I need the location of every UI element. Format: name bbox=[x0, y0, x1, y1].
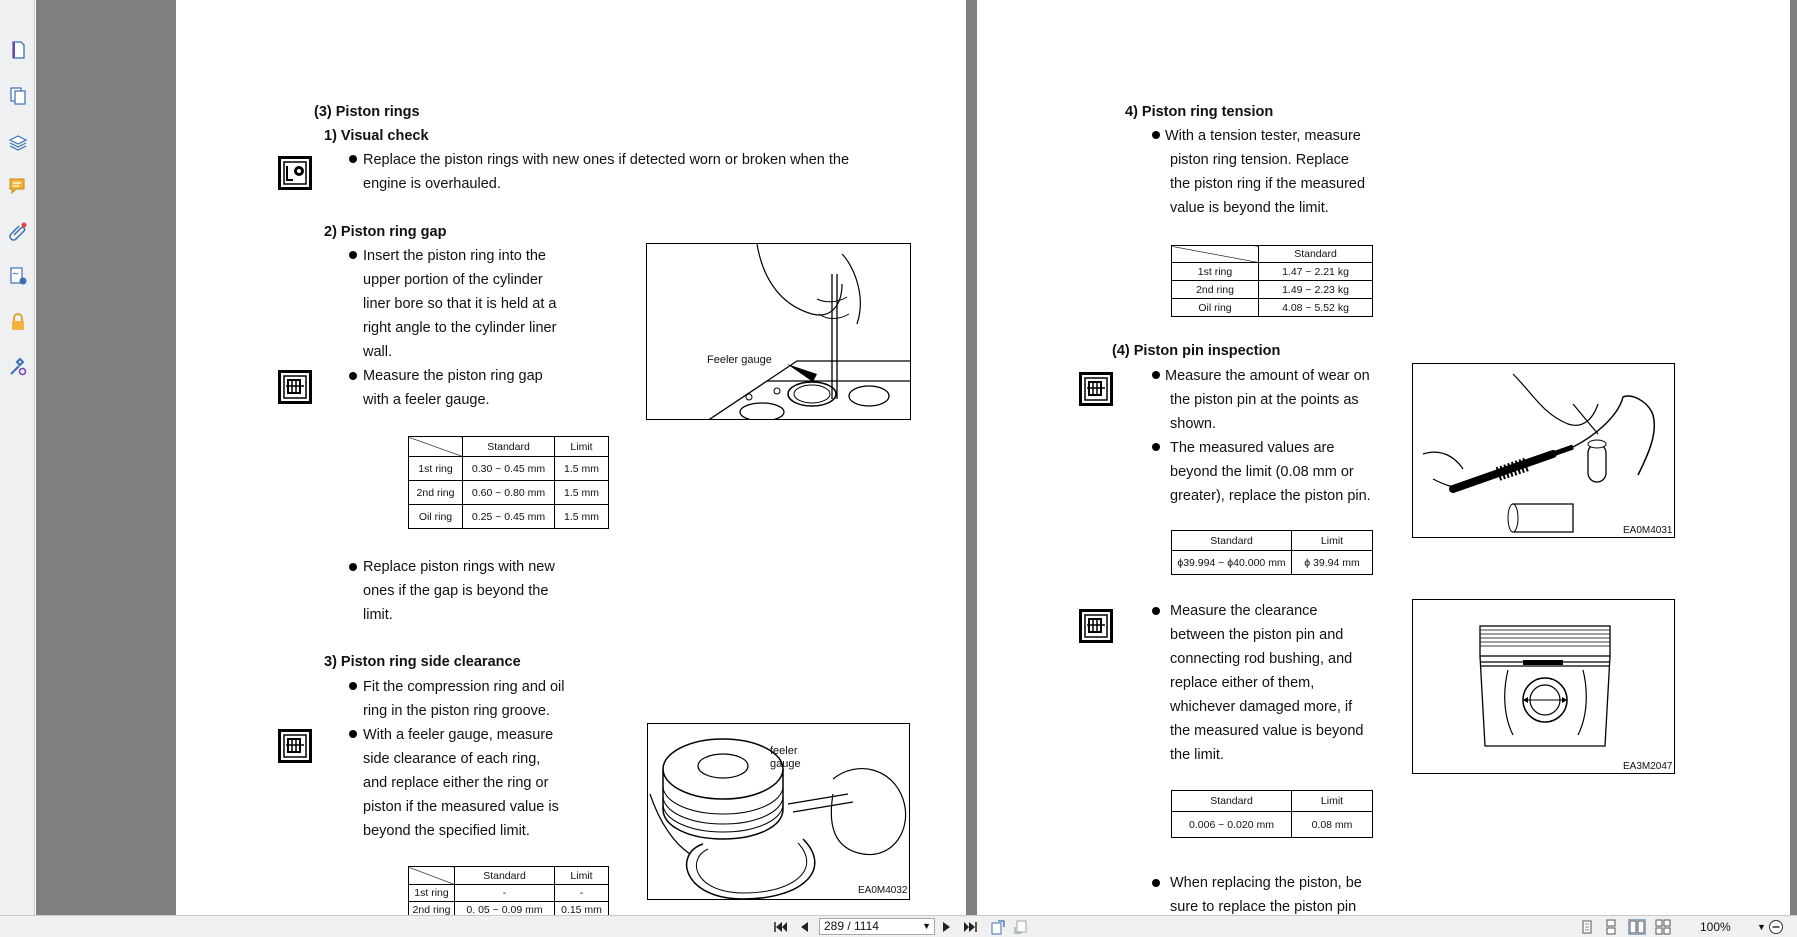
side-text-5: and replace either the ring or bbox=[363, 775, 549, 791]
tension-text-3: the piston ring if the measured bbox=[1170, 176, 1366, 192]
pin-text-5: beyond the limit (0.08 mm or bbox=[1170, 464, 1354, 480]
signatures-icon[interactable] bbox=[8, 266, 28, 286]
pin-text-4: The measured values are bbox=[1170, 440, 1335, 456]
table-cell: 1st ring bbox=[409, 457, 463, 481]
two-page-continuous-view-icon[interactable] bbox=[1655, 919, 1671, 935]
heading-ring-tension: 4) Piston ring tension bbox=[1125, 104, 1274, 120]
gap-text-5: wall. bbox=[363, 344, 393, 360]
document-viewer[interactable] bbox=[36, 0, 1797, 915]
figure-code: EA0M4032 bbox=[858, 885, 908, 896]
continuous-view-icon[interactable] bbox=[1604, 919, 1618, 935]
table-cell: 0.60 ~ 0.80 mm bbox=[463, 481, 555, 505]
visual-check-text-1: Replace the piston rings with new ones if detected worn or broken when the bbox=[363, 152, 850, 168]
table-header: Limit bbox=[555, 867, 609, 885]
section-title-piston-rings: (3) Piston rings bbox=[314, 104, 420, 120]
measurement-icon bbox=[1079, 609, 1113, 643]
table-cell: 0. 05 ~ 0.09 mm bbox=[455, 902, 555, 916]
table-corner-cell bbox=[409, 867, 455, 885]
gap-text-6: Measure the piston ring gap bbox=[363, 368, 543, 384]
zoom-dropdown-icon[interactable]: ▼ bbox=[1757, 922, 1766, 932]
table-cell: ϕ39.994 ~ ϕ40.000 mm bbox=[1172, 551, 1292, 575]
heading-side-clearance: 3) Piston ring side clearance bbox=[324, 654, 521, 670]
heading-visual-check: 1) Visual check bbox=[324, 128, 429, 144]
bullet bbox=[349, 563, 357, 571]
single-page-view-icon[interactable] bbox=[1580, 919, 1594, 935]
piston-pin-wear-table bbox=[1171, 530, 1373, 575]
comments-icon[interactable] bbox=[8, 176, 28, 196]
bullet bbox=[349, 730, 357, 738]
section-title-pin-inspection: (4) Piston pin inspection bbox=[1112, 343, 1281, 359]
table-cell: 1st ring bbox=[409, 885, 455, 902]
security-lock-icon[interactable] bbox=[8, 312, 28, 332]
measurement-icon bbox=[278, 370, 312, 404]
gap-text-2: upper portion of the cylinder bbox=[363, 272, 543, 288]
figure-code: EA3M2047 bbox=[1623, 761, 1673, 772]
gap-text-1: Insert the piston ring into the bbox=[363, 248, 546, 264]
pin-text-6: greater), replace the piston pin. bbox=[1170, 488, 1371, 504]
tension-text-4: value is beyond the limit. bbox=[1170, 200, 1329, 216]
side-text-4: side clearance of each ring, bbox=[363, 751, 541, 767]
table-corner-cell bbox=[1172, 246, 1259, 263]
gap-text-7: with a feeler gauge. bbox=[363, 392, 490, 408]
measurement-icon bbox=[278, 729, 312, 763]
feeler-gauge-illustration bbox=[646, 243, 911, 420]
bullet bbox=[1152, 607, 1160, 615]
first-page-icon[interactable] bbox=[772, 919, 788, 935]
table-cell: - bbox=[555, 885, 609, 902]
side-text-1: Fit the compression ring and oil bbox=[363, 679, 565, 695]
pin-text-7: Measure the clearance bbox=[1170, 603, 1318, 619]
table-cell: 1.47 ~ 2.21 kg bbox=[1259, 263, 1373, 281]
table-cell: 0.006 ~ 0.020 mm bbox=[1172, 812, 1292, 838]
attachments-icon[interactable] bbox=[8, 221, 28, 241]
table-header: Standard bbox=[463, 437, 555, 457]
page-number-input[interactable] bbox=[819, 918, 935, 935]
visual-check-text-2: engine is overhauled. bbox=[363, 176, 501, 192]
table-cell: 0.30 ~ 0.45 mm bbox=[463, 457, 555, 481]
side-text-7: beyond the specified limit. bbox=[363, 823, 530, 839]
side-clearance-illustration bbox=[647, 723, 910, 900]
page-indicator: 289 / 1114 bbox=[824, 919, 879, 933]
table-cell: 1.49 ~ 2.23 kg bbox=[1259, 281, 1373, 299]
pin-text-11: whichever damaged more, if bbox=[1170, 699, 1353, 715]
bullet bbox=[1152, 443, 1160, 451]
tools-icon[interactable] bbox=[8, 357, 28, 377]
figure-code: EA0M4031 bbox=[1623, 525, 1673, 536]
pin-text-15: sure to replace the piston pin bbox=[1170, 899, 1357, 915]
figure-label-feeler-gauge: Feeler gauge bbox=[707, 354, 772, 366]
last-page-icon[interactable] bbox=[963, 919, 979, 935]
table-corner-cell bbox=[409, 437, 463, 457]
table-cell: 2nd ring bbox=[1172, 281, 1259, 299]
heading-piston-ring-gap: 2) Piston ring gap bbox=[324, 224, 447, 240]
two-page-view-icon[interactable] bbox=[1628, 919, 1646, 935]
zoom-level[interactable]: 100% bbox=[1700, 920, 1731, 934]
table-header: Limit bbox=[1292, 791, 1373, 812]
table-header: Limit bbox=[1292, 531, 1373, 551]
ring-tension-table bbox=[1171, 245, 1373, 317]
previous-page-icon[interactable] bbox=[797, 919, 811, 935]
bullet bbox=[1152, 879, 1160, 887]
layers-icon[interactable] bbox=[8, 131, 28, 151]
pin-text-1: Measure the amount of wear on bbox=[1165, 368, 1370, 384]
pin-text-8: between the piston pin and bbox=[1170, 627, 1344, 643]
table-cell: 0.25 ~ 0.45 mm bbox=[463, 505, 555, 529]
navigation-sidebar bbox=[0, 0, 35, 915]
gap-text-3: liner bore so that it is held at a bbox=[363, 296, 557, 312]
pin-text-13: the limit. bbox=[1170, 747, 1224, 763]
gap-text-4: right angle to the cylinder liner bbox=[363, 320, 557, 336]
side-clearance-table bbox=[408, 866, 609, 915]
table-cell: 4.08 ~ 5.52 kg bbox=[1259, 299, 1373, 317]
next-view-icon[interactable] bbox=[1013, 919, 1029, 935]
chevron-down-icon[interactable]: ▼ bbox=[922, 921, 931, 931]
table-cell: 0.15 mm bbox=[555, 902, 609, 916]
pin-text-9: connecting rod bushing, and bbox=[1170, 651, 1353, 667]
side-text-2: ring in the piston ring groove. bbox=[363, 703, 550, 719]
gap-text-9: ones if the gap is beyond the bbox=[363, 583, 549, 599]
gap-text-8: Replace piston rings with new bbox=[363, 559, 555, 575]
pages-icon[interactable] bbox=[8, 86, 28, 106]
piston-cross-section-illustration bbox=[1412, 599, 1675, 774]
pin-text-3: shown. bbox=[1170, 416, 1216, 432]
pin-text-2: the piston pin at the points as bbox=[1170, 392, 1359, 408]
side-text-6: piston if the measured value is bbox=[363, 799, 559, 815]
table-cell: - bbox=[455, 885, 555, 902]
document-page-left bbox=[176, 0, 966, 915]
pin-text-14: When replacing the piston, be bbox=[1170, 875, 1362, 891]
table-header: Standard bbox=[1259, 246, 1373, 263]
tension-text-1: With a tension tester, measure bbox=[1165, 128, 1361, 144]
table-cell: 2nd ring bbox=[409, 902, 455, 916]
table-header: Standard bbox=[1172, 531, 1292, 551]
pin-text-12: the measured value is beyond bbox=[1170, 723, 1364, 739]
table-cell: 2nd ring bbox=[409, 481, 463, 505]
bottom-toolbar bbox=[0, 915, 1797, 937]
figure-label-gauge: gauge bbox=[770, 758, 801, 770]
table-cell: 1.5 mm bbox=[555, 457, 609, 481]
table-cell: ϕ 39.94 mm bbox=[1292, 551, 1373, 575]
bullet bbox=[349, 682, 357, 690]
bullet bbox=[1152, 131, 1160, 139]
figure-label-feeler: feeler bbox=[770, 745, 798, 757]
zoom-out-icon[interactable] bbox=[1768, 919, 1784, 935]
page-thumbnail-icon[interactable] bbox=[8, 40, 28, 60]
piston-pin-micrometer-illustration bbox=[1412, 363, 1675, 538]
bullet bbox=[349, 372, 357, 380]
table-cell: 0.08 mm bbox=[1292, 812, 1373, 838]
measurement-icon bbox=[1079, 372, 1113, 406]
bullet bbox=[349, 251, 357, 259]
gap-text-10: limit. bbox=[363, 607, 393, 623]
table-cell: 1.5 mm bbox=[555, 505, 609, 529]
piston-ring-gap-table bbox=[408, 436, 609, 529]
visual-inspection-icon bbox=[278, 156, 312, 190]
table-cell: Oil ring bbox=[409, 505, 463, 529]
previous-view-icon[interactable] bbox=[990, 919, 1006, 935]
table-cell: 1.5 mm bbox=[555, 481, 609, 505]
table-header: Limit bbox=[555, 437, 609, 457]
side-text-3: With a feeler gauge, measure bbox=[363, 727, 554, 743]
pin-text-10: replace either of them, bbox=[1170, 675, 1315, 691]
pin-clearance-table bbox=[1171, 790, 1373, 838]
bullet bbox=[1152, 371, 1160, 379]
document-page-right bbox=[977, 0, 1790, 915]
table-header: Standard bbox=[1172, 791, 1292, 812]
table-cell: Oil ring bbox=[1172, 299, 1259, 317]
tension-text-2: piston ring tension. Replace bbox=[1170, 152, 1349, 168]
table-cell: 1st ring bbox=[1172, 263, 1259, 281]
bullet bbox=[349, 155, 357, 163]
table-header: Standard bbox=[455, 867, 555, 885]
next-page-icon[interactable] bbox=[940, 919, 954, 935]
